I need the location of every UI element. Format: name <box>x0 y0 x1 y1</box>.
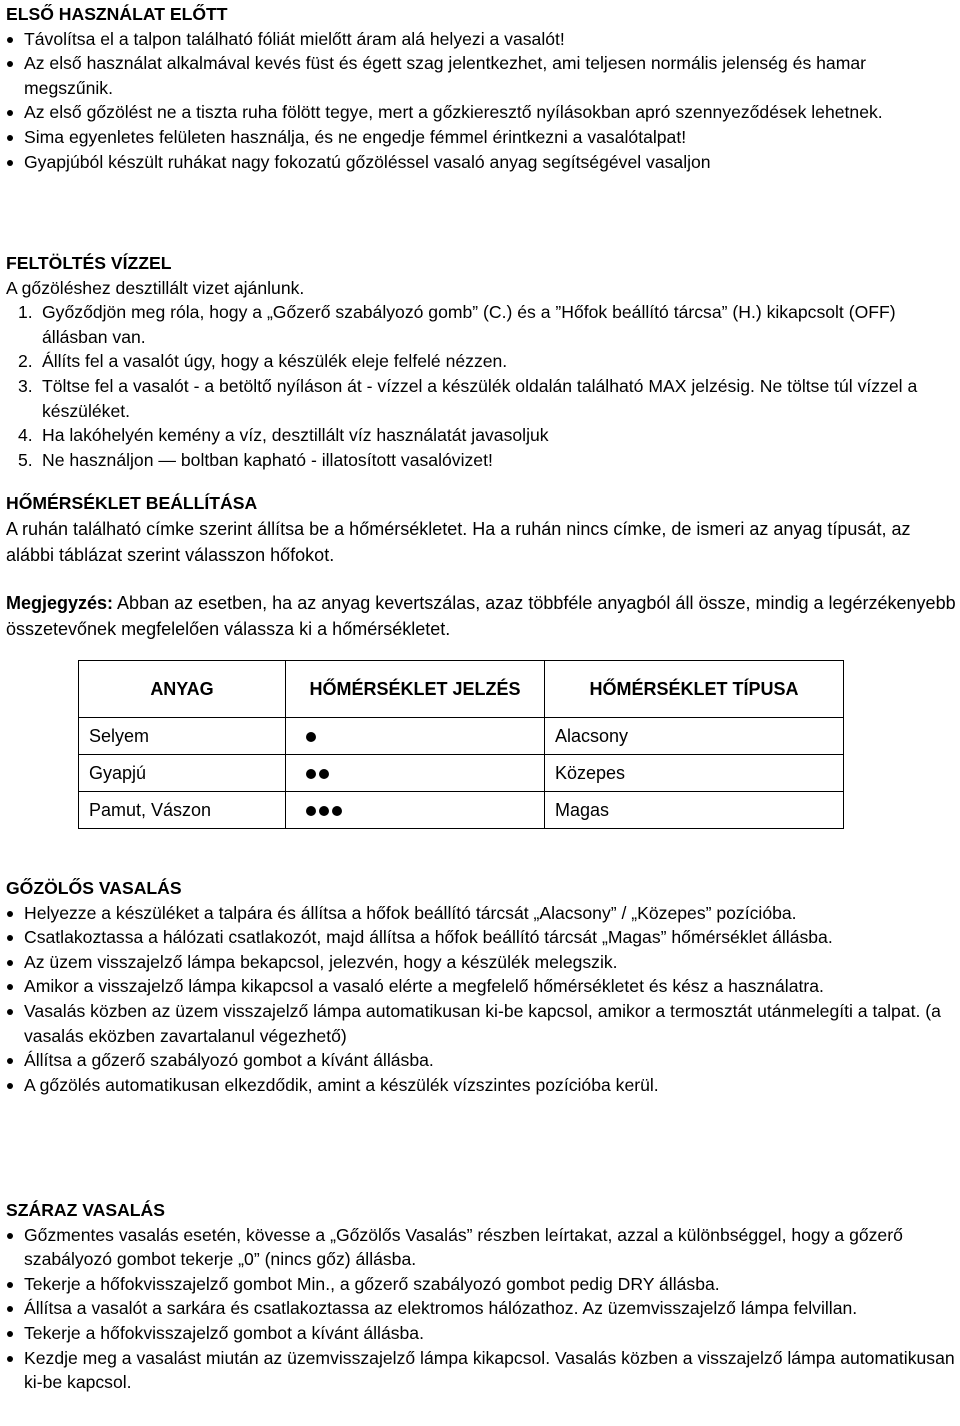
list-item: Amikor a visszajelző lámpa kikapcsol a vasaló elérte a megfelelő hőmérsékletet és kész a használatra. <box>6 974 956 999</box>
section-title: HŐMÉRSÉKLET BEÁLLÍTÁSA <box>6 493 258 513</box>
list-item: Gyapjúból készült ruhákat nagy fokozatú gőzöléssel vasaló anyag segítségével vasaljon <box>6 150 956 175</box>
list-item: Vasalás közben az üzem visszajelző lámpa automatikusan ki-be kapcsol, amikor a termosztát utánmelegíti a talpat. (a vasalás eközben zavartalanul végezhető) <box>6 999 956 1048</box>
table-cell-material: Pamut, Vászon <box>79 792 286 829</box>
note-text: Abban az esetben, ha az anyag kevertszálas, azaz többféle anyagból áll össze, mindig a legérzékenyebb összetevőnek megfelelően válassza ki a hőmérsékletet. <box>6 592 956 639</box>
step-number: 3. <box>18 375 33 396</box>
step-text: Ne használjon — boltban kapható - illatosított vasalóvizet! <box>42 449 493 470</box>
table-row <box>79 792 844 829</box>
bullet-list <box>6 27 956 175</box>
temperature-dot <box>306 732 316 742</box>
table-header-marking: HŐMÉRSÉKLET JELZÉS <box>286 661 545 718</box>
step-text: Győződjön meg róla, hogy a „Gőzerő szabályozó gomb” (C.) és a ”Hőfok beállító tárcsa” (H.) kikapcsolt (OFF) állásban van. <box>42 302 896 347</box>
section-text: A ruhán található címke szerint állítsa be a hőmérsékletet. Ha a ruhán nincs címke, de ismeri az anyag típusát, az alábbi táblázat szerint válasszon hőfokot. <box>6 518 911 565</box>
note-paragraph <box>6 590 956 642</box>
list-item: Távolítsa el a talpon található fóliát mielőtt áram alá helyezi a vasalót! <box>6 27 956 52</box>
table-header-row <box>79 661 844 718</box>
step-text: Állíts fel a vasalót úgy, hogy a készülék eleje felfelé nézzen. <box>42 351 508 372</box>
table-cell-type: Magas <box>545 792 844 829</box>
list-item: Állítsa a gőzerő szabályozó gombot a kívánt állásba. <box>6 1048 956 1073</box>
section-intro: A gőzöléshez desztillált vizet ajánlunk. <box>6 277 305 298</box>
list-item: Az első használat alkalmával kevés füst és égett szag jelentkezhet, ami teljesen normális jelenség és hamar megszűnik. <box>6 51 956 100</box>
list-item: Csatlakoztassa a hálózati csatlakozót, majd állítsa a hőfok beállító tárcsát „Magas” hőmérséklet állásba. <box>6 925 956 950</box>
table-cell-type: Közepes <box>545 755 844 792</box>
section-first-use <box>6 2 956 174</box>
table-cell-marking <box>286 718 545 755</box>
temperature-dot <box>306 806 316 816</box>
table-cell-marking <box>286 755 545 792</box>
step-number: 2. <box>18 351 33 372</box>
section-temperature <box>6 491 956 642</box>
list-item: Az első gőzölést ne a tiszta ruha fölött tegye, mert a gőzkieresztő nyílásokban apró szennyeződések lehetnek. <box>6 100 956 125</box>
section-title: GŐZÖLŐS VASALÁS <box>6 878 182 898</box>
list-item: Helyezze a készüléket a talpára és állítsa a hőfok beállító tárcsát „Alacsony” / „Közepes” pozícióba. <box>6 901 956 926</box>
step-text: Ha lakóhelyén kemény a víz, desztillált víz használatát javasoljuk <box>42 425 549 446</box>
list-item: Az üzem visszajelző lámpa bekapcsol, jelezvén, hogy a készülék melegszik. <box>6 950 956 975</box>
section-title: ELSŐ HASZNÁLAT ELŐTT <box>6 4 228 24</box>
temperature-dots <box>296 806 342 816</box>
list-item <box>6 374 956 423</box>
temperature-dot <box>306 769 316 779</box>
step-text: Töltse fel a vasalót - a betöltő nyíláson át - vízzel a készülék oldalán található MAX jelzésig. Ne töltse túl vízzel a készüléket. <box>42 375 918 421</box>
list-item <box>6 448 956 473</box>
step-number: 1. <box>18 302 33 323</box>
temperature-dots <box>296 732 316 742</box>
table-cell-material: Selyem <box>79 718 286 755</box>
step-number: 5. <box>18 449 33 470</box>
table-header-material: ANYAG <box>79 661 286 718</box>
note-label: Megjegyzés: <box>6 592 114 613</box>
table-row <box>79 755 844 792</box>
list-item: Sima egyenletes felületen használja, és ne engedje fémmel érintkezni a vasalótalpat! <box>6 125 956 150</box>
temperature-dot <box>319 806 329 816</box>
bullet-list <box>6 901 956 1098</box>
table-cell-marking <box>286 792 545 829</box>
list-item <box>6 300 956 349</box>
list-item: Tekerje a hőfokvisszajelző gombot a kívánt állásba. <box>6 1321 956 1346</box>
step-number: 4. <box>18 425 33 446</box>
table-header-type: HŐMÉRSÉKLET TÍPUSA <box>545 661 844 718</box>
section-steam <box>6 876 956 1097</box>
section-water <box>6 251 956 472</box>
table-cell-material: Gyapjú <box>79 755 286 792</box>
list-item <box>6 423 956 448</box>
section-dry <box>6 1198 956 1395</box>
bullet-list <box>6 1223 956 1395</box>
temperature-dot <box>319 769 329 779</box>
temperature-dots <box>296 769 329 779</box>
numbered-list <box>6 300 956 472</box>
list-item: Kezdje meg a vasalást miután az üzemvisszajelző lámpa kikapcsol. Vasalás közben a visszajelző lámpa automatikusan ki-be kapcsol. <box>6 1346 956 1395</box>
list-item <box>6 349 956 374</box>
section-title: FELTÖLTÉS VÍZZEL <box>6 253 172 273</box>
list-item: Tekerje a hőfokvisszajelző gombot Min., a gőzerő szabályozó gombot pedig DRY állásba. <box>6 1272 956 1297</box>
list-item: Állítsa a vasalót a sarkára és csatlakoztassa az elektromos hálózathoz. Az üzemvisszajelző lámpa felvillan. <box>6 1296 956 1321</box>
section-title: SZÁRAZ VASALÁS <box>6 1200 165 1220</box>
temperature-dot <box>332 806 342 816</box>
list-item: A gőzölés automatikusan elkezdődik, amint a készülék vízszintes pozícióba kerül. <box>6 1073 956 1098</box>
table-row <box>79 718 844 755</box>
list-item: Gőzmentes vasalás esetén, kövesse a „Gőzölős Vasalás” részben leírtakat, azzal a különbséggel, hogy a gőzerő szabályozó gombot tekerje „0” (nincs gőz) állásba. <box>6 1223 956 1272</box>
table-cell-type: Alacsony <box>545 718 844 755</box>
temperature-table <box>78 660 844 829</box>
